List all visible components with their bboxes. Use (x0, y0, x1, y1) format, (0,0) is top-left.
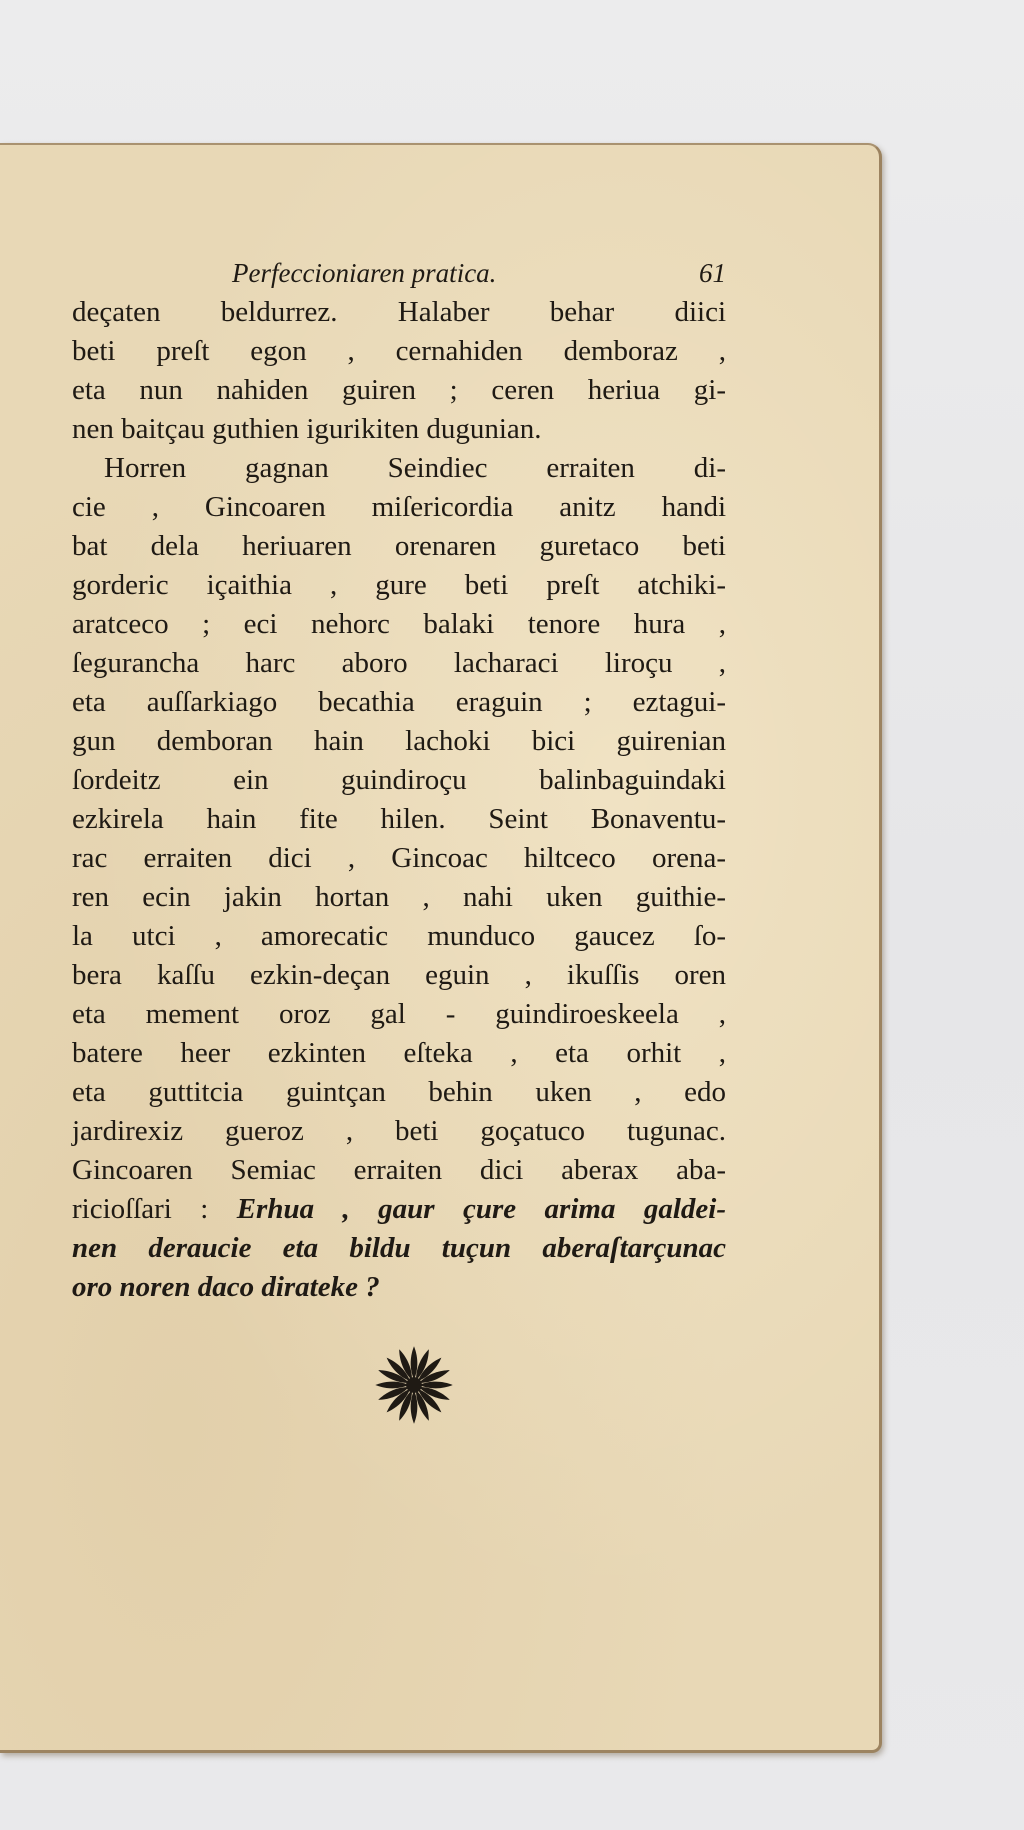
text-line: gorderic içaithia , gure beti preſt atchiki- (72, 569, 726, 601)
text-line: ezkirela hain fite hilen. Seint Bonaventu- (72, 803, 726, 835)
text-line: rac erraiten dici , Gincoac hiltceco orena- (72, 842, 726, 874)
text-line-italic: nen deraucie eta bildu tuçun aberaſtarçunac (72, 1232, 726, 1264)
text-line: eta auſſarkiago becathia eraguin ; eztagui- (72, 686, 726, 718)
page-number: 61 (699, 258, 726, 288)
text-line: beti preſt egon , cernahiden demboraz , (72, 335, 726, 367)
text-line: eta mement oroz gal - guindiroeskeela , (72, 998, 726, 1030)
text-line: gun demboran hain lachoki bici guirenian (72, 725, 726, 757)
printer-fleuron-icon (370, 1341, 458, 1429)
text-line: bat dela heriuaren orenaren guretaco beti (72, 530, 726, 562)
text-line: ſordeitz ein guindiroçu balinbaguindaki (72, 764, 726, 796)
text-line: jardirexiz gueroz , beti goçatuco tugunac. (72, 1115, 726, 1147)
page-text-block (72, 253, 726, 1307)
text-line: nen baitçau guthien igurikiten dugunian. (72, 413, 542, 445)
text-line: bera kaſſu ezkin-deçan eguin , ikuſſis oren (72, 959, 726, 991)
text-line: eta nun nahiden guiren ; ceren heriua gi- (72, 374, 726, 406)
text-line: la utci , amorecatic munduco gaucez ſo- (72, 920, 726, 952)
text-line: ſegurancha harc aboro lacharaci liroçu , (72, 647, 726, 679)
text-line: ren ecin jakin hortan , nahi uken guithie- (72, 881, 726, 913)
text-line: Horren gagnan Seindiec erraiten di- (104, 452, 726, 484)
text-roman-segment: ricioſſari : (72, 1193, 237, 1225)
text-line: cie , Gincoaren miſericordia anitz handi (72, 491, 726, 523)
text-line: aratceco ; eci nehorc balaki tenore hura , (72, 608, 726, 640)
book-page (0, 143, 882, 1753)
text-line-mixed (72, 1190, 726, 1229)
running-head (72, 253, 726, 293)
text-line: eta guttitcia guintçan behin uken , edo (72, 1076, 726, 1108)
text-line: deçaten beldurrez. Halaber behar diici (72, 296, 726, 328)
text-line: batere heer ezkinten eſteka , eta orhit , (72, 1037, 726, 1069)
text-line: Gincoaren Semiac erraiten dici aberax aba- (72, 1154, 726, 1186)
running-title: Perfeccioniaren pratica. (232, 258, 497, 288)
text-line-italic: oro noren daco dirateke ? (72, 1271, 380, 1303)
text-italic-segment: Erhua , gaur çure arima galdei- (236, 1193, 726, 1225)
